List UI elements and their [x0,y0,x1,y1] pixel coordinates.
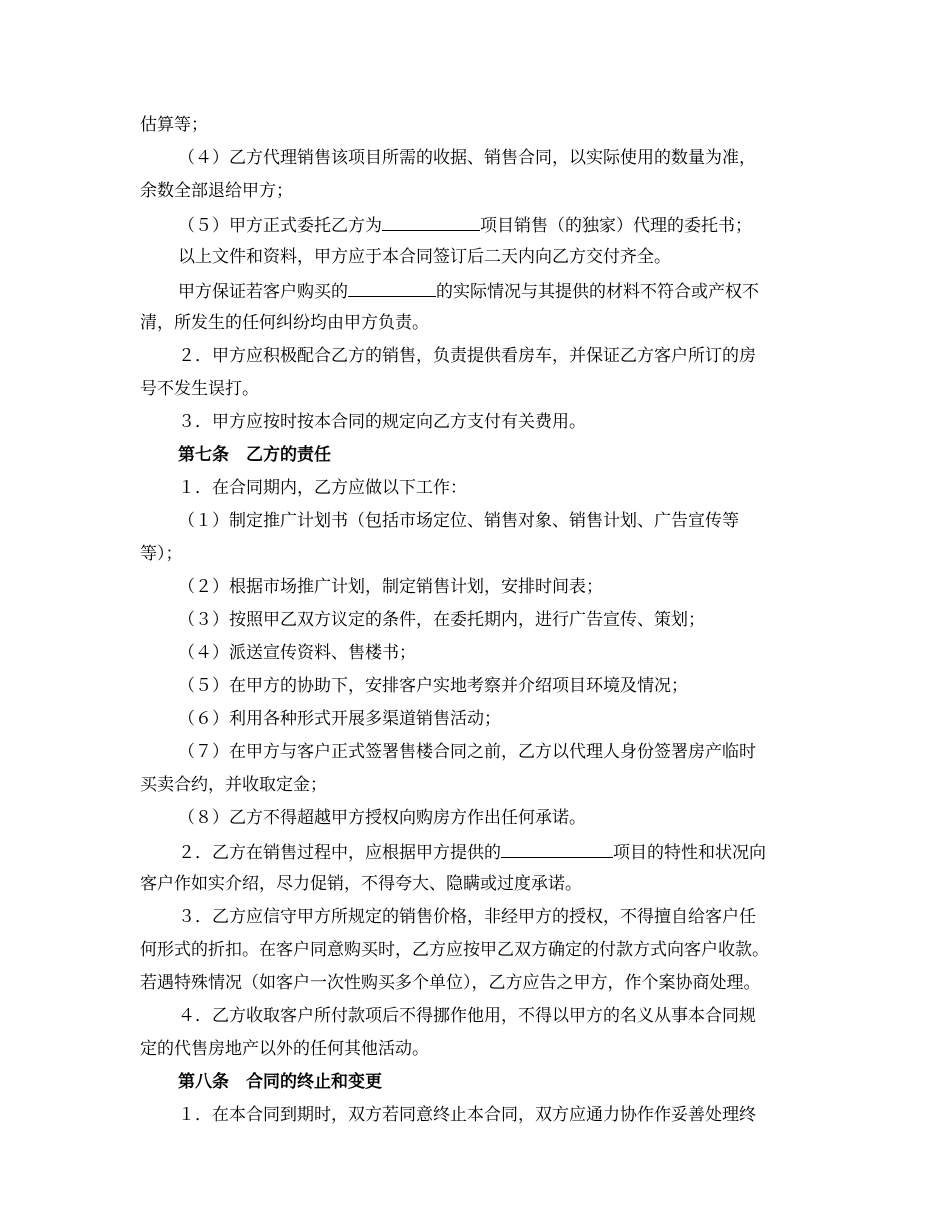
text-line: （４）派送宣传资料、售楼书； [178,643,416,663]
text-line: ３．乙方应信守甲方所规定的销售价格，非经甲方的授权，不得擅自给客户任 [178,907,756,927]
text-line: ４．乙方收取客户所付款项后不得挪作他用，不得以甲方的名义从事本合同规 [178,1006,756,1026]
text-segment: 项目销售（的独家）代理的委托书； [480,216,752,236]
text-line: 清，所发生的任何纠纷均由甲方负责。 [140,313,429,333]
text-line: （７）在甲方与客户正式签署售楼合同之前，乙方以代理人身份签署房产临时 [178,742,756,762]
text-line: 估算等； [140,115,208,135]
text-line: （６）利用各种形式开展多渠道销售活动； [178,709,501,729]
text-segment: 甲方保证若客户购买的 [178,282,348,302]
fill-blank [348,279,436,297]
text-line: 何形式的折扣。在客户同意购买时，乙方应按甲乙双方确定的付款方式向客户收款。 [140,940,769,960]
text-line: 客户作如实介绍，尽力促销，不得夸大、隐瞒或过度承诺。 [140,874,582,894]
text-line-with-blank [178,213,752,237]
text-line: 以上文件和资料，甲方应于本合同签订后二天内向乙方交付齐全。 [178,247,671,267]
text-segment: 的实际情况与其提供的材料不符合或产权不 [436,282,759,302]
fill-blank [501,840,613,858]
text-line: （２）根据市场推广计划，制定销售计划，安排时间表； [178,577,603,597]
text-segment: 项目的特性和状况向 [613,843,766,863]
text-line: 等）； [140,544,183,564]
text-line: （１）制定推广计划书（包括市场定位、销售对象、销售计划、广告宣传等 [178,511,739,531]
text-line: 买卖合约，并收取定金； [140,775,327,795]
text-line: １．在合同期内，乙方应做以下工作： [178,478,467,498]
text-line: 定的代售房地产以外的任何其他活动。 [140,1039,429,1059]
text-line: １．在本合同到期时，双方若同意终止本合同，双方应通力协作作妥善处理终 [178,1105,756,1125]
text-line: （４）乙方代理销售该项目所需的收据、销售合同，以实际使用的数量为准， [178,148,756,168]
text-segment: ２．乙方在销售过程中，应根据甲方提供的 [178,843,501,863]
text-line: （５）在甲方的协助下，安排客户实地考察并介绍项目环境及情况； [178,676,688,696]
section-heading: 第七条 乙方的责任 [178,445,331,465]
text-line: 号不发生误打。 [140,379,259,399]
text-line: （３）按照甲乙双方议定的条件，在委托期内，进行广告宣传、策划； [178,610,705,630]
text-line-with-blank [178,279,759,303]
text-line: ２．甲方应积极配合乙方的销售，负责提供看房车，并保证乙方客户所订的房 [178,346,756,366]
fill-blank [382,213,480,231]
text-line: ３．甲方应按时按本合同的规定向乙方支付有关费用。 [178,412,586,432]
text-line: 余数全部退给甲方； [140,181,293,201]
text-line-with-blank [178,840,766,864]
text-line: 若遇特殊情况（如客户一次性购买多个单位），乙方应告之甲方，作个案协商处理。 [140,973,761,993]
text-segment: （５）甲方正式委托乙方为 [178,216,382,236]
text-line: （８）乙方不得超越甲方授权向购房方作出任何承诺。 [178,808,586,828]
section-heading: 第八条 合同的终止和变更 [178,1072,382,1092]
